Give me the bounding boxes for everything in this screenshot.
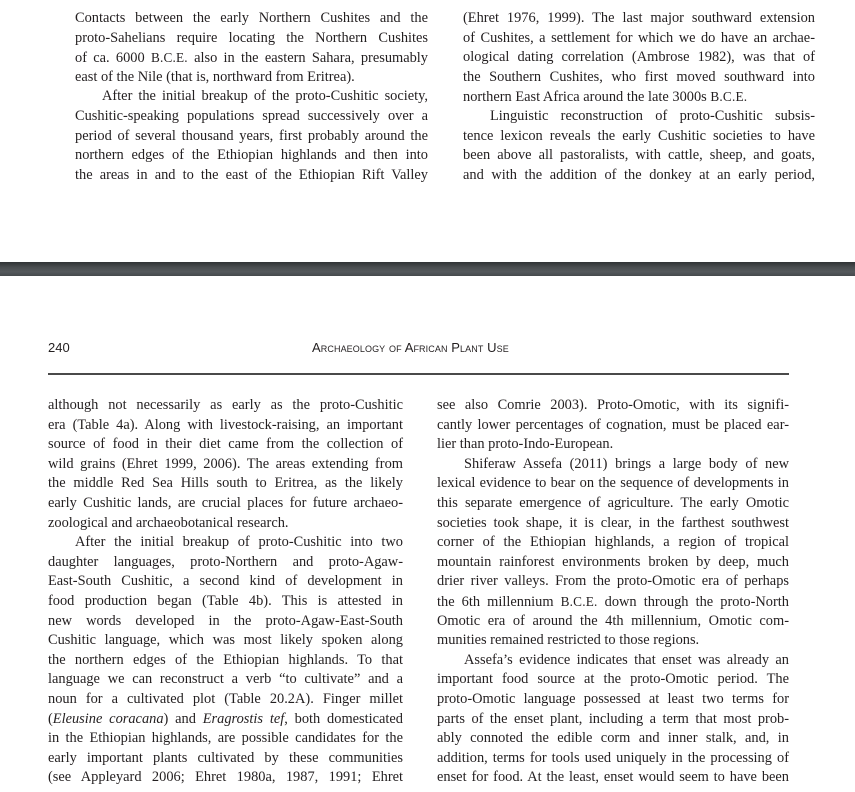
top-page-left-column bbox=[75, 9, 428, 185]
text-line: early important plants cultivated by these communities bbox=[48, 749, 403, 766]
text-line: the middle Red Sea Hills south to Eritrea, as the likely bbox=[48, 475, 403, 492]
text-line: Contacts between the early Northern Cushites and the bbox=[75, 10, 428, 26]
text-line: source of food in their diet came from the collection of bbox=[48, 436, 403, 453]
text-line: enset for food. At the least, enset would seem to have been bbox=[437, 769, 789, 786]
text-line: Assefa’s evidence indicates that enset was already an bbox=[464, 651, 789, 668]
text-line: (see Appleyard 2006; Ehret 1980a, 1987, 1991; Ehret bbox=[48, 769, 403, 786]
text-line: Linguistic reconstruction of proto-Cushitic subsis- bbox=[490, 107, 815, 124]
text-line: East-South Cushitic, a second kind of development in bbox=[48, 573, 403, 590]
text-line: of ca. 6000 B.C.E. also in the eastern Sahara, presumably bbox=[75, 50, 428, 67]
text-line: the areas in and to the east of the Ethiopian Rift Valley bbox=[75, 166, 428, 183]
text-line: wild grains (Ehret 1999, 2006). The areas extending from bbox=[48, 455, 403, 472]
text-line: the 6th millennium B.C.E. down through the proto-North bbox=[437, 593, 789, 610]
text-line: new words developed in the proto-Agaw-East-South bbox=[48, 612, 403, 629]
text-line: although not necessarily as early as the proto-Cushitic bbox=[48, 397, 403, 413]
text-line: this separate emergence of agriculture. The early Omotic bbox=[437, 494, 789, 511]
text-line: era (Table 4a). Along with livestock-raising, an important bbox=[48, 416, 403, 433]
text-line: (Ehret 1976, 1999). The last major southward extension bbox=[463, 10, 815, 26]
text-line: zoological and archaeobotanical research. bbox=[48, 514, 289, 531]
text-line: language we can reconstruct a verb “to cultivate” and a bbox=[48, 671, 403, 688]
text-line: proto-Sahelians require locating the Northern Cushites bbox=[75, 29, 428, 46]
text-line: Cushitic language, which was most likely spoken along bbox=[48, 632, 403, 649]
text-line: parts of the enset plant, including a term that most prob- bbox=[437, 710, 789, 727]
text-line: munities remained restricted to those regions. bbox=[437, 632, 700, 649]
text-line: and with the addition of the donkey at an early period, bbox=[463, 166, 815, 183]
text-line: see also Comrie 2003). Proto-Omotic, with its signifi- bbox=[437, 397, 789, 413]
text-line: in the Ethiopian highlands, are possible candidates for the bbox=[48, 730, 403, 747]
text-line: period of several thousand years, first probably around the bbox=[75, 127, 428, 144]
bottom-page-left-column bbox=[48, 396, 403, 788]
text-line: early Cushitic lands, are crucial places for future archaeo- bbox=[48, 494, 403, 511]
text-line: Shiferaw Assefa (2011) brings a large body of new bbox=[464, 455, 789, 472]
text-line: important food source at the proto-Omotic period. The bbox=[437, 671, 789, 688]
text-line: proto-Omotic language possessed at least two terms for bbox=[437, 690, 789, 707]
text-line: Omotic era of around the 4th millennium, Omotic com- bbox=[437, 612, 789, 629]
text-line: been above all pastoralists, with cattle, sheep, and goats, bbox=[463, 147, 815, 164]
text-line: lier than proto-Indo-European. bbox=[437, 436, 614, 453]
book-title: Archaeology of African Plant Use bbox=[312, 340, 509, 355]
text-line: cantly lower percentages of cognation, must be placed ear- bbox=[437, 416, 789, 433]
text-line: lexical evidence to bear on the sequence of developments in bbox=[437, 475, 789, 492]
text-line: After the initial breakup of the proto-Cushitic society, bbox=[102, 88, 428, 105]
text-line: After the initial breakup of proto-Cushitic into two bbox=[75, 534, 403, 551]
text-line: (Eleusine coracana) and Eragrostis tef, both domesticated bbox=[48, 710, 403, 727]
text-line: east of the Nile (that is, northward from Eritrea). bbox=[75, 68, 355, 85]
text-line: mountain rainforest environments broken by deep, much bbox=[437, 553, 789, 570]
text-line: the northern edges of the Ethiopian highlands. To that bbox=[48, 651, 403, 668]
text-line: daughter languages, proto-Northern and proto-Agaw- bbox=[48, 553, 403, 570]
text-line: Cushitic-speaking populations spread successively over a bbox=[75, 107, 428, 124]
text-line: ably connoted the edible corm and inner stalk, and, in bbox=[437, 730, 789, 747]
text-line: tence lexicon reveals the early Cushitic societies to have bbox=[463, 127, 815, 144]
text-line: northern East Africa around the late 3000s B.C.E. bbox=[463, 89, 748, 106]
bottom-page-right-column bbox=[437, 396, 789, 788]
text-line: corner of the Ethiopian highlands, a region of tropical bbox=[437, 534, 789, 551]
running-header bbox=[48, 340, 789, 360]
text-line: the Southern Cushites, who first moved southward into bbox=[463, 68, 815, 85]
header-rule bbox=[48, 373, 789, 375]
text-line: of Cushites, a settlement for which we do have an archae- bbox=[463, 29, 815, 46]
text-line: addition, terms for tools used uniquely in the processing of bbox=[437, 749, 789, 766]
text-line: drier river valleys. From the proto-Omotic era of perhaps bbox=[437, 573, 789, 590]
text-line: northern edges of the Ethiopian highlands and then into bbox=[75, 147, 428, 164]
text-line: ological dating correlation (Ambrose 1982), was that of bbox=[463, 49, 815, 66]
top-page-right-column bbox=[463, 9, 815, 185]
text-line: noun for a cultivated plot (Table 20.2A). Finger millet bbox=[48, 690, 403, 707]
page-break-divider bbox=[0, 262, 855, 276]
page-number: 240 bbox=[48, 340, 70, 355]
text-line: food production began (Table 4b). This is attested in bbox=[48, 592, 403, 609]
text-line: societies took shape, it is clear, in the farthest southwest bbox=[437, 514, 789, 531]
